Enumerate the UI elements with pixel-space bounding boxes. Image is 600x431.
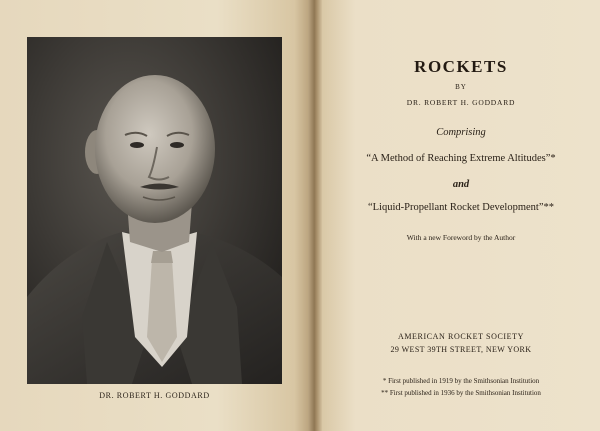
book-gutter (308, 0, 322, 431)
footnote-1: * First published in 1919 by the Smithsonian Institution (382, 377, 540, 385)
comprising-label: Comprising (436, 127, 486, 138)
and-label: and (452, 179, 470, 190)
author-name: DR. ROBERT H. GODDARD (406, 98, 516, 107)
book-title: ROCKETS (414, 57, 508, 76)
work-title-1: “A Method of Reaching Extreme Altitudes”* (366, 153, 556, 164)
author-portrait (27, 37, 282, 384)
publisher-address: 29 WEST 39TH STREET, NEW YORK (390, 345, 532, 354)
work-title-2: “Liquid-Propellant Rocket Development”** (367, 202, 555, 213)
publisher-name: AMERICAN ROCKET SOCIETY (397, 332, 525, 341)
footnote-2: ** First published in 1936 by the Smithsonian Institution (381, 389, 541, 397)
portrait-caption: DR. ROBERT H. GODDARD (99, 391, 210, 400)
foreword-note: With a new Foreword by the Author (406, 233, 516, 242)
by-line: BY (455, 83, 467, 91)
